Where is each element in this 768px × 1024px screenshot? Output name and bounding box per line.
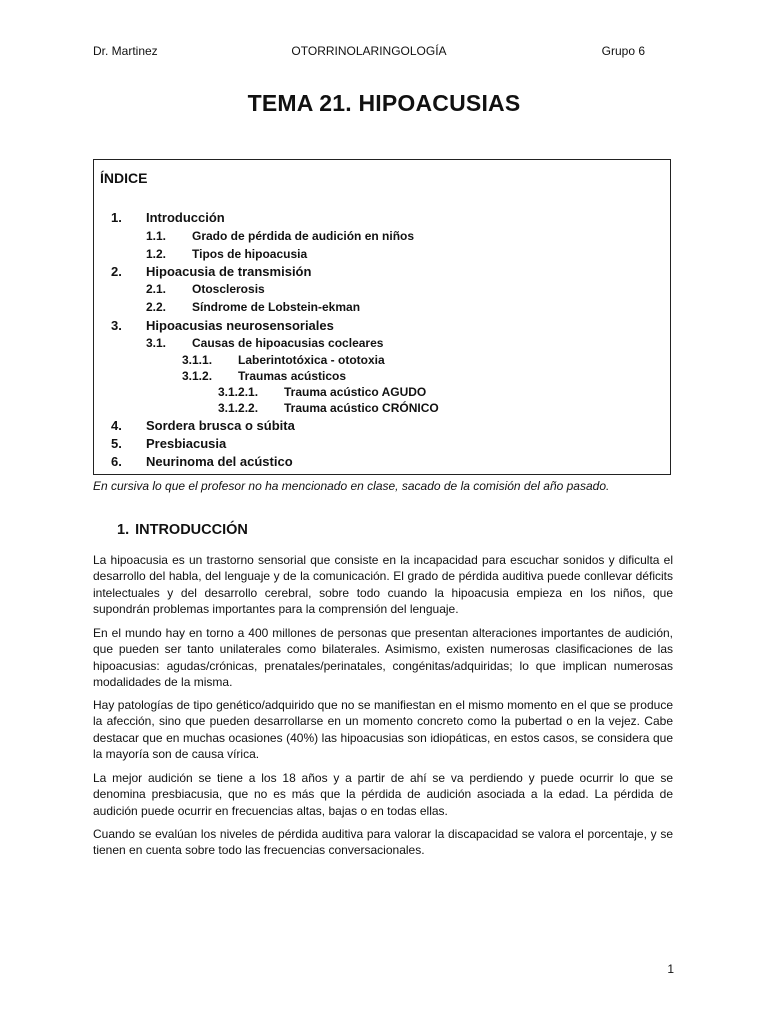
index-item-number: 2. bbox=[111, 264, 122, 279]
index-item-number: 2.2. bbox=[146, 300, 167, 314]
index-item-label: Grado de pérdida de audición en niños bbox=[192, 229, 415, 243]
index-item-number: 1. bbox=[111, 210, 122, 225]
header-author: Dr. Martinez bbox=[93, 44, 158, 58]
header-group: Grupo 6 bbox=[601, 44, 645, 58]
italic-note: En cursiva lo que el profesor no ha mencionado en clase, sacado de la comisión del año pasado. bbox=[93, 479, 610, 493]
paragraph: Hay patologías de tipo genético/adquirido que no se manifiestan en el mismo momento en el que se produce la afección, sino que pueden desarrollarse en un momento concreto como la pubertad o en la vejez. Cabe destacar que en muchas ocasiones (40%) las hipoacusias son idiopáticas, en estos casos, se considera que la mayoría son de causa vírica. bbox=[93, 698, 673, 762]
page-header bbox=[93, 44, 645, 62]
paragraph: Cuando se evalúan los niveles de pérdida auditiva para valorar la discapacidad se valora el porcentaje, y se tienen en cuenta sobre todo las frecuencias conversacionales. bbox=[93, 827, 673, 858]
paragraph: La hipoacusia es un trastorno sensorial que consiste en la incapacidad para escuchar sonidos y dificulta el desarrollo del habla, del lenguaje y de la comunicación. El grado de pérdida auditiva puede conllevar déficits intelectuales y del desarrollo cerebral, sobre todo cuando la hipoacusia empieza en los niños, que supondrán problemas importantes para la comprensión del lenguaje. bbox=[93, 553, 673, 617]
index-item-label: Síndrome de Lobstein-ekman bbox=[192, 300, 361, 314]
index-item-number: 1.1. bbox=[146, 229, 167, 243]
index-title: ÍNDICE bbox=[100, 170, 148, 186]
index-item-label: Presbiacusia bbox=[146, 436, 227, 451]
index-item-number: 5. bbox=[111, 436, 122, 451]
section-number: 1. bbox=[117, 522, 130, 538]
index-item-label: Neurinoma del acústico bbox=[146, 454, 293, 469]
index-item-label: Trauma acústico CRÓNICO bbox=[284, 401, 439, 415]
index-item-label: Laberintotóxica - ototoxia bbox=[238, 353, 385, 367]
index-item-number: 1.2. bbox=[146, 247, 167, 261]
index-item-number: 3.1.2.1. bbox=[218, 385, 259, 399]
index-item-label: Tipos de hipoacusia bbox=[192, 247, 308, 261]
index-item-number: 3. bbox=[111, 318, 122, 333]
header-subject: OTORRINOLARINGOLOGÍA bbox=[291, 44, 447, 58]
index-item-number: 3.1.1. bbox=[182, 353, 213, 367]
index-item-label: Hipoacusia de transmisión bbox=[146, 264, 312, 279]
index-item-label: Traumas acústicos bbox=[238, 369, 347, 383]
index-box bbox=[93, 159, 671, 475]
index-item-label: Trauma acústico AGUDO bbox=[284, 385, 427, 399]
section-heading bbox=[117, 522, 248, 538]
index-item-number: 3.1.2.2. bbox=[218, 401, 259, 415]
index-item-label: Causas de hipoacusias cocleares bbox=[192, 336, 384, 350]
index-item-label: Sordera brusca o súbita bbox=[146, 418, 295, 433]
index-item-number: 3.1.2. bbox=[182, 369, 213, 383]
index-item-number: 6. bbox=[111, 454, 122, 469]
index-item-number: 2.1. bbox=[146, 282, 167, 296]
index-item-number: 4. bbox=[111, 418, 122, 433]
page-number: 1 bbox=[667, 962, 674, 976]
index-item-label: Introducción bbox=[146, 210, 225, 225]
index-item-label: Hipoacusias neurosensoriales bbox=[146, 318, 334, 333]
paragraph: La mejor audición se tiene a los 18 años y a partir de ahí se va perdiendo y puede ocurrir lo que se denomina presbiacusia, que no es más que la pérdida de audición asociada a la edad. La pérdida de audición puede ocurrir en frecuencias altas, bajas o en todas ellas. bbox=[93, 771, 673, 818]
document-title: TEMA 21. HIPOACUSIAS bbox=[247, 90, 521, 116]
index-item-number: 3.1. bbox=[146, 336, 167, 350]
paragraph: En el mundo hay en torno a 400 millones de personas que presentan alteraciones importantes de audición, que pueden ser tanto unilaterales como bilaterales. Asimismo, existen numerosas clasificaciones de las hipoacusias: agudas/crónicas, prenatales/perinatales, congénitas/adquiridas; lo que implican numerosas modalidades de la misma. bbox=[93, 626, 673, 690]
index-item-label: Otosclerosis bbox=[192, 282, 265, 296]
section-title: INTRODUCCIÓN bbox=[135, 522, 248, 538]
